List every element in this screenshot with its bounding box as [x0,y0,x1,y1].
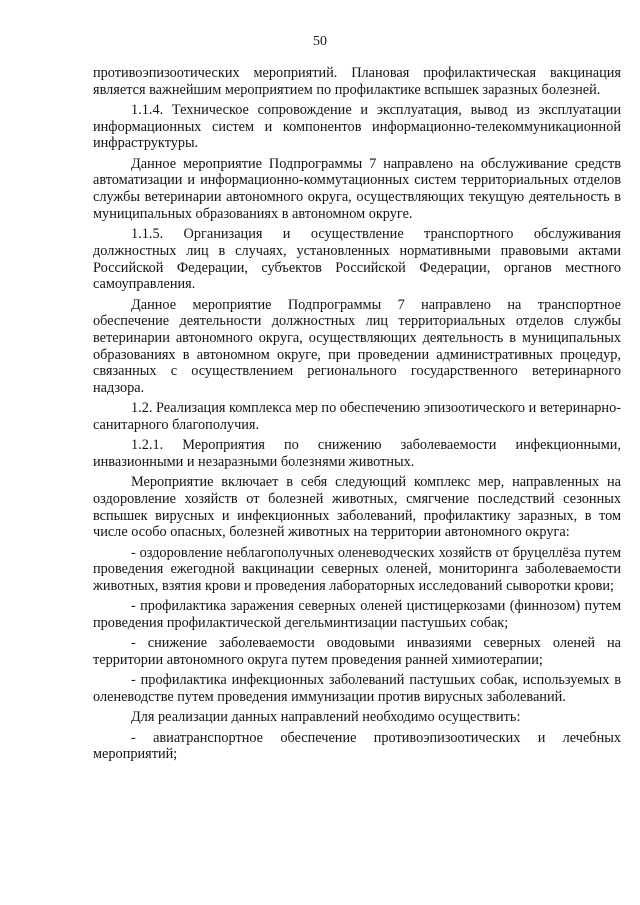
list-item: - снижение заболеваемости оводовыми инвазиями северных оленей на территории автономного округа путем проведения ранней химиотерапии; [93,635,621,669]
list-item: - авиатранспортное обеспечение противоэпизоотических и лечебных мероприятий; [93,729,621,763]
document-body [93,65,621,767]
paragraph: Данное мероприятие Подпрограммы 7 направлено на обслуживание средств автоматизации и информационно-коммутационных систем территориальных отделов службы ветеринарии автономного округа, осуществляющих текущую деятельность в муниципальных образованиях в автономном округе. [93,155,621,222]
list-item: - профилактика инфекционных заболеваний пастушьих собак, используемых в оленеводстве путем проведения иммунизации против вирусных заболеваний. [93,672,621,706]
paragraph: 1.1.5. Организация и осуществление транспортного обслуживания должностных лиц в случаях, установленных нормативными правовыми актами Российской Федерации, субъектов Российской Федерации, органов местного самоуправления. [93,226,621,293]
paragraph: Данное мероприятие Подпрограммы 7 направлено на транспортное обеспечение деятельности должностных лиц территориальных отделов службы ветеринарии автономного округа, осуществляющих деятельность в муниципальных образованиях в автономном округе, при проведении административных процедур, связанных с осуществлением регионального государственного ветеринарного надзора. [93,296,621,397]
paragraph: 1.1.4. Техническое сопровождение и эксплуатация, вывод из эксплуатации информационных систем и компонентов информационно-телекоммуникационной инфраструктуры. [93,102,621,152]
list-item: - профилактика заражения северных оленей цистицеркозами (финнозом) путем проведения профилактической дегельминтизации пастушьих собак; [93,598,621,632]
list-item: - оздоровление неблагополучных оленеводческих хозяйств от бруцеллёза путем проведения ежегодной вакцинации северных оленей, мониторинга заболеваемости животных, взятия крови и проведения лабораторных исследований сыворотки крови; [93,544,621,595]
paragraph: противоэпизоотических мероприятий. Плановая профилактическая вакцинация является важнейшим мероприятием по профилактике вспышек заразных болезней. [93,65,621,98]
paragraph: Для реализации данных направлений необходимо осуществить: [131,709,521,726]
paragraph: 1.2.1. Мероприятия по снижению заболеваемости инфекционными, инвазионными и незаразными болезнями животных. [93,437,621,471]
paragraph: Мероприятие включает в себя следующий комплекс мер, направленных на оздоровление хозяйств от болезней животных, смягчение последствий сезонных вспышек вирусных и инфекционных заболеваний, профилактику заразных, в том числе особо опасных, болезней животных на территории автономного округа: [93,474,621,541]
page-number: 50 [313,34,327,49]
paragraph: 1.2. Реализация комплекса мер по обеспечению эпизоотического и ветеринарно-санитарного благополучия. [93,400,621,434]
